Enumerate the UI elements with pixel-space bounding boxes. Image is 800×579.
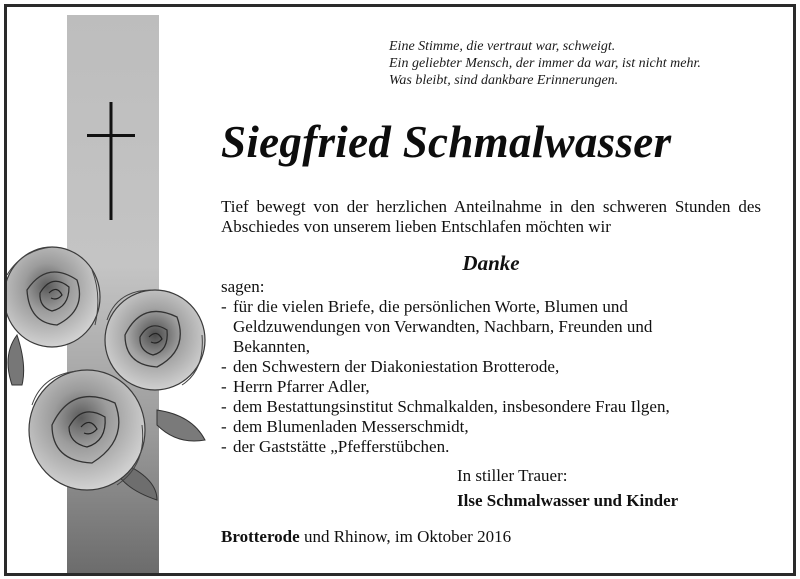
list-item bbox=[221, 377, 691, 397]
list-item-text: Herrn Pfarrer Adler, bbox=[233, 377, 370, 396]
rose-right bbox=[105, 290, 205, 390]
say-word: sagen: bbox=[221, 277, 265, 296]
list-item-text: der Gaststätte „Pfefferstübchen. bbox=[233, 437, 450, 456]
place-rest: und Rhinow, im Oktober 2016 bbox=[299, 527, 512, 546]
poem-line: Ein geliebter Mensch, der immer da war, ist nicht mehr. bbox=[389, 56, 701, 71]
list-item bbox=[221, 297, 691, 357]
obituary-frame bbox=[4, 4, 796, 576]
list-item bbox=[221, 417, 691, 437]
place-bold: Brotterode bbox=[221, 527, 300, 546]
thanks-list bbox=[221, 297, 691, 457]
list-item-text: den Schwestern der Diakoniestation Brotterode, bbox=[233, 357, 560, 376]
poem-line: Eine Stimme, die vertraut war, schweigt. bbox=[389, 39, 616, 54]
list-dash: - bbox=[221, 357, 227, 376]
list-dash: - bbox=[221, 377, 227, 396]
list-dash: - bbox=[221, 397, 227, 416]
list-item-text: dem Blumenladen Messerschmidt, bbox=[233, 417, 469, 436]
list-item bbox=[221, 397, 691, 417]
list-dash: - bbox=[221, 297, 227, 316]
list-dash: - bbox=[221, 437, 227, 456]
intro-text: Tief bewegt von der herzlichen Anteilnahme in den schweren Stunden des Abschiedes von unserem lieben Entschlafen möchten wir bbox=[221, 197, 761, 236]
rose-top-left bbox=[7, 247, 100, 347]
family-line: Ilse Schmalwasser und Kinder bbox=[457, 491, 679, 510]
roses-image bbox=[7, 235, 207, 505]
list-item bbox=[221, 437, 691, 457]
mourning-line: In stiller Trauer: bbox=[457, 466, 568, 485]
cross-icon bbox=[87, 102, 135, 220]
place-date-line bbox=[221, 527, 511, 547]
list-item-text: für die vielen Briefe, die persönlichen Worte, Blumen und Geldzuwendungen von Verwandten, Nachbarn, Freunden und Bekannten, bbox=[233, 297, 653, 356]
list-item bbox=[221, 357, 691, 377]
list-item-text: dem Bestattungsinstitut Schmalkalden, insbesondere Frau Ilgen, bbox=[233, 397, 670, 416]
thanks-heading: Danke bbox=[462, 251, 520, 275]
list-dash: - bbox=[221, 417, 227, 436]
poem bbox=[389, 38, 769, 89]
deceased-name: Siegfried Schmalwasser bbox=[221, 117, 672, 167]
rose-bottom bbox=[29, 370, 145, 490]
poem-line: Was bleibt, sind dankbare Erinnerungen. bbox=[389, 73, 619, 88]
